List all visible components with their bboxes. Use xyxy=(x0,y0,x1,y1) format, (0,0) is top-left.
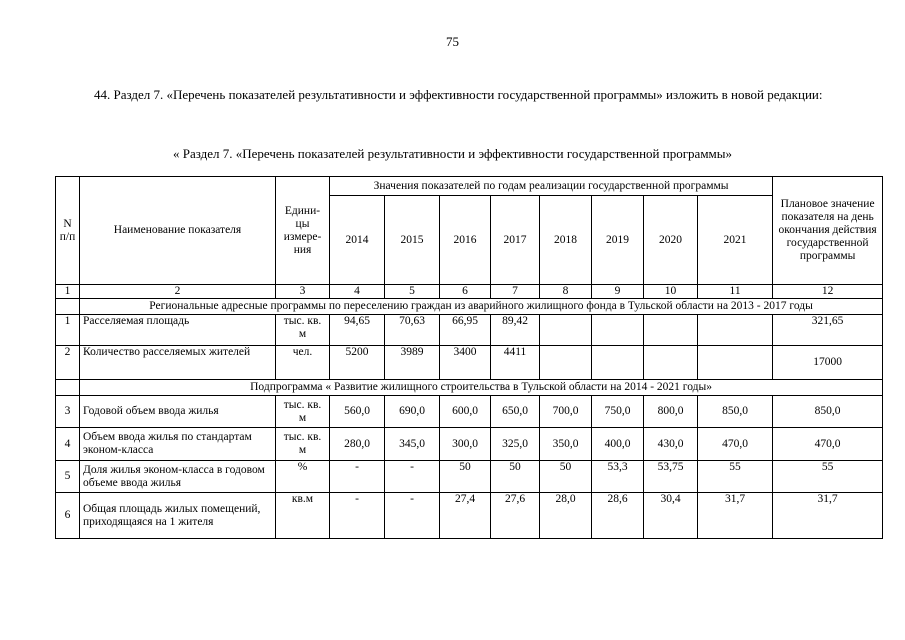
row-unit: % xyxy=(276,461,330,493)
row-num: 3 xyxy=(56,396,80,428)
row-unit: тыс. кв. м xyxy=(276,396,330,428)
header-year: 2017 xyxy=(491,196,540,285)
table-row xyxy=(56,396,883,428)
header-row-1 xyxy=(56,177,883,196)
column-number: 1 xyxy=(56,285,80,299)
row-value: 300,0 xyxy=(440,428,491,461)
row-num: 1 xyxy=(56,315,80,346)
row-value: - xyxy=(385,493,440,539)
row-value: 28,0 xyxy=(540,493,592,539)
row-value: 28,6 xyxy=(592,493,644,539)
header-year: 2015 xyxy=(385,196,440,285)
row-value xyxy=(540,315,592,346)
row-value: 53,75 xyxy=(644,461,698,493)
row-value: 3400 xyxy=(440,346,491,380)
row-value: 350,0 xyxy=(540,428,592,461)
row-value xyxy=(540,346,592,380)
row-value: 66,95 xyxy=(440,315,491,346)
row-unit: тыс. кв. м xyxy=(276,428,330,461)
header-year: 2020 xyxy=(644,196,698,285)
table-row xyxy=(56,315,883,346)
row-planned: 55 xyxy=(773,461,883,493)
column-number: 11 xyxy=(698,285,773,299)
header-year: 2019 xyxy=(592,196,644,285)
row-name: Годовой объем ввода жилья xyxy=(80,396,276,428)
header-year: 2016 xyxy=(440,196,491,285)
row-unit: чел. xyxy=(276,346,330,380)
row-unit: тыс. кв. м xyxy=(276,315,330,346)
row-value: 70,63 xyxy=(385,315,440,346)
row-value: 50 xyxy=(491,461,540,493)
column-number: 2 xyxy=(80,285,276,299)
column-number: 6 xyxy=(440,285,491,299)
column-number: 5 xyxy=(385,285,440,299)
row-num: 5 xyxy=(56,461,80,493)
section-band-row xyxy=(56,380,883,396)
column-numbers-row xyxy=(56,285,883,299)
row-value: 470,0 xyxy=(698,428,773,461)
row-value: - xyxy=(330,461,385,493)
row-num: 2 xyxy=(56,346,80,380)
row-value xyxy=(698,315,773,346)
row-planned: 470,0 xyxy=(773,428,883,461)
section-title: « Раздел 7. «Перечень показателей результативности и эффективности государственной программы» xyxy=(172,146,733,161)
row-name: Расселяемая площадь xyxy=(80,315,276,346)
row-value: 850,0 xyxy=(698,396,773,428)
row-value: 50 xyxy=(540,461,592,493)
row-value: 31,7 xyxy=(698,493,773,539)
row-value: 325,0 xyxy=(491,428,540,461)
row-planned: 17000 xyxy=(773,346,883,380)
row-value: 89,42 xyxy=(491,315,540,346)
row-value: 800,0 xyxy=(644,396,698,428)
indicators-table xyxy=(55,176,883,539)
section-band: Региональные адресные программы по переселению граждан из аварийного жилищного фонда в Тульской области на 2013 - 2017 годы xyxy=(80,299,883,315)
header-years-group: Значения показателей по годам реализации государственной программы xyxy=(330,177,773,196)
row-value: 400,0 xyxy=(592,428,644,461)
row-value xyxy=(592,315,644,346)
row-value: 55 xyxy=(698,461,773,493)
row-value: 5200 xyxy=(330,346,385,380)
column-number: 7 xyxy=(491,285,540,299)
header-name: Наименование показателя xyxy=(80,177,276,285)
section-band: Подпрограмма « Развитие жилищного строительства в Тульской области на 2014 - 2021 годы» xyxy=(80,380,883,396)
row-value: 560,0 xyxy=(330,396,385,428)
row-name: Доля жилья эконом-класса в годовом объеме ввода жилья xyxy=(80,461,276,493)
row-value: 27,6 xyxy=(491,493,540,539)
row-value xyxy=(698,346,773,380)
column-number: 8 xyxy=(540,285,592,299)
row-value: 650,0 xyxy=(491,396,540,428)
row-name: Объем ввода жилья по стандартам эконом-класса xyxy=(80,428,276,461)
row-value: 30,4 xyxy=(644,493,698,539)
row-value xyxy=(644,315,698,346)
column-number: 10 xyxy=(644,285,698,299)
row-value xyxy=(592,346,644,380)
table-row xyxy=(56,461,883,493)
column-number: 9 xyxy=(592,285,644,299)
page-number: 75 xyxy=(446,34,459,49)
row-value: 690,0 xyxy=(385,396,440,428)
header-year: 2021 xyxy=(698,196,773,285)
row-value: 345,0 xyxy=(385,428,440,461)
table-row xyxy=(56,428,883,461)
row-value: 600,0 xyxy=(440,396,491,428)
column-number: 4 xyxy=(330,285,385,299)
row-planned: 31,7 xyxy=(773,493,883,539)
column-number: 12 xyxy=(773,285,883,299)
row-value: 280,0 xyxy=(330,428,385,461)
row-value: - xyxy=(385,461,440,493)
row-value: 700,0 xyxy=(540,396,592,428)
row-unit: кв.м xyxy=(276,493,330,539)
row-name: Количество расселяемых жителей xyxy=(80,346,276,380)
intro-paragraph: 44. Раздел 7. «Перечень показателей результативности и эффективности государственной программы» изложить в новой редакции: xyxy=(94,87,823,102)
row-num: 6 xyxy=(56,493,80,539)
row-num: 4 xyxy=(56,428,80,461)
row-value: 750,0 xyxy=(592,396,644,428)
row-planned: 850,0 xyxy=(773,396,883,428)
header-planned: Плановое значение показателя на день окончания действия государственной программы xyxy=(773,177,883,285)
row-value: 94,65 xyxy=(330,315,385,346)
row-planned: 321,65 xyxy=(773,315,883,346)
row-value: 53,3 xyxy=(592,461,644,493)
header-year: 2014 xyxy=(330,196,385,285)
column-number: 3 xyxy=(276,285,330,299)
row-value: - xyxy=(330,493,385,539)
row-value: 50 xyxy=(440,461,491,493)
row-value: 430,0 xyxy=(644,428,698,461)
row-value: 4411 xyxy=(491,346,540,380)
row-value: 3989 xyxy=(385,346,440,380)
header-unit: Едини- цы измере- ния xyxy=(276,177,330,285)
row-value: 27,4 xyxy=(440,493,491,539)
row-value xyxy=(644,346,698,380)
table-row xyxy=(56,346,883,380)
table-row xyxy=(56,493,883,539)
header-num: N п/п xyxy=(56,177,80,285)
header-year: 2018 xyxy=(540,196,592,285)
row-name: Общая площадь жилых помещений, приходящаяся на 1 жителя xyxy=(80,493,276,539)
section-band-row xyxy=(56,299,883,315)
